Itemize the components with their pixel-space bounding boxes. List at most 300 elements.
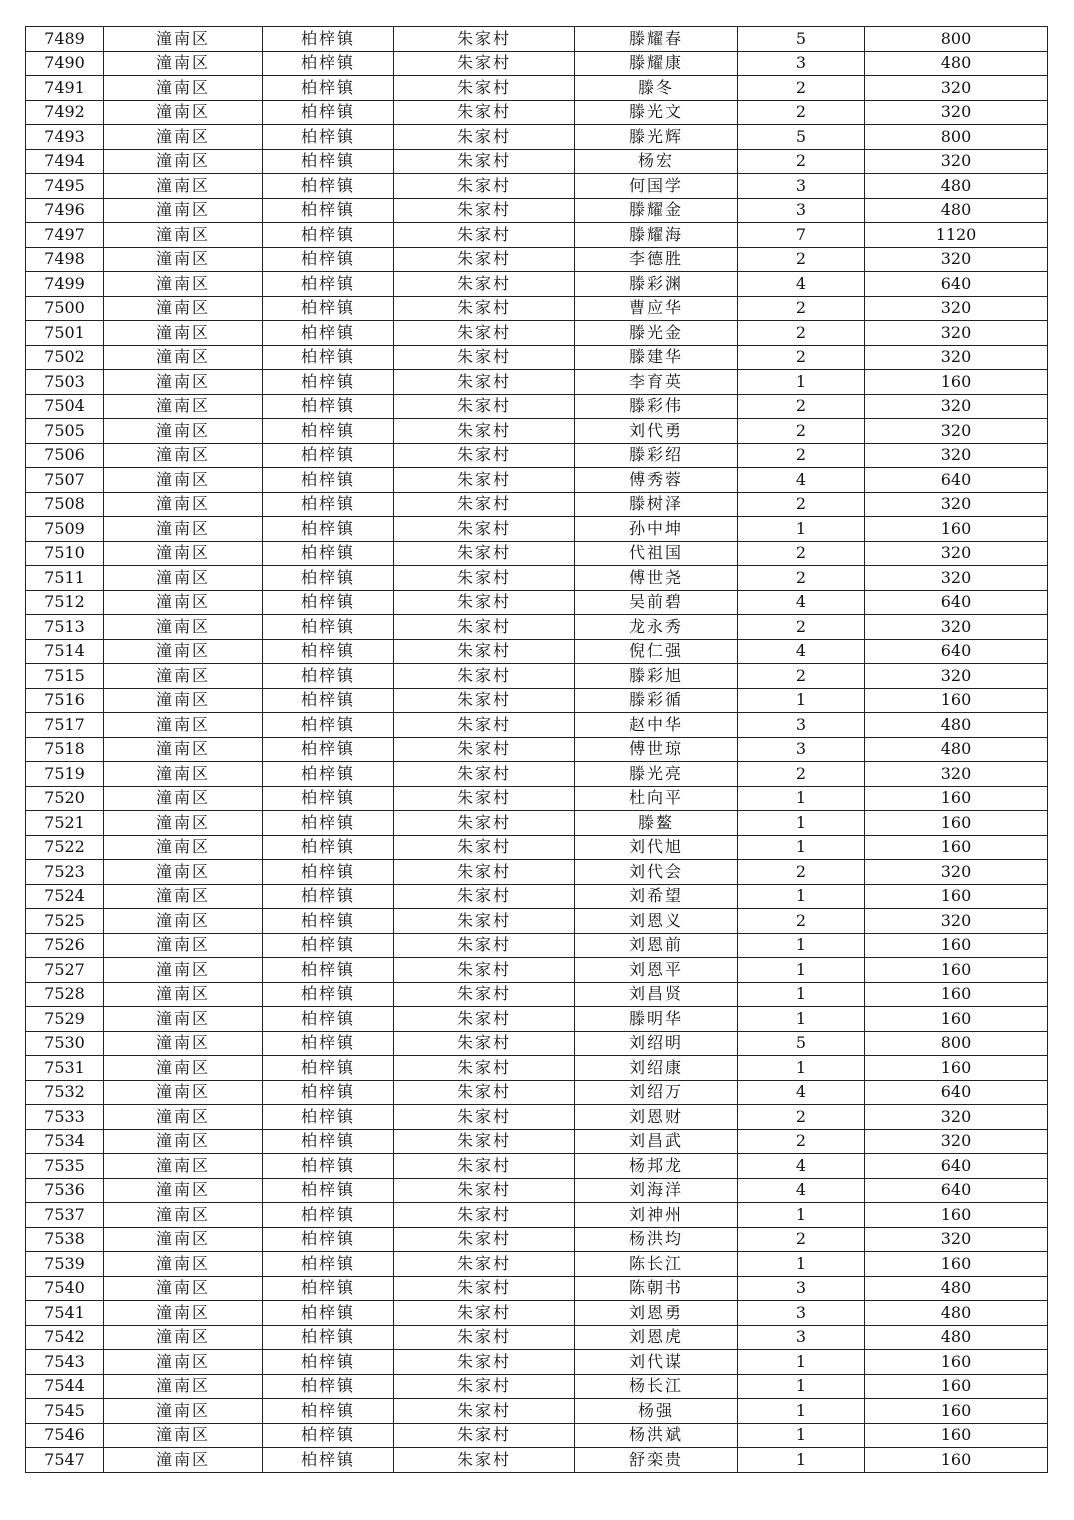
household-size-cell: 1 (738, 1350, 865, 1375)
village-cell: 朱家村 (394, 517, 575, 542)
village-cell: 朱家村 (394, 394, 575, 419)
village-cell: 朱家村 (394, 100, 575, 125)
table-row (26, 884, 1048, 909)
name-cell: 杨强 (575, 1399, 738, 1424)
name-cell: 杨长江 (575, 1374, 738, 1399)
name-cell: 刘神州 (575, 1203, 738, 1228)
serial-number-cell: 7491 (26, 76, 104, 101)
district-cell: 潼南区 (104, 639, 263, 664)
serial-number-cell: 7517 (26, 713, 104, 738)
name-cell: 滕冬 (575, 76, 738, 101)
table-row (26, 664, 1048, 689)
district-cell: 潼南区 (104, 566, 263, 591)
amount-cell: 640 (865, 1154, 1048, 1179)
household-size-cell: 1 (738, 1203, 865, 1228)
village-cell: 朱家村 (394, 1276, 575, 1301)
household-size-cell: 1 (738, 1399, 865, 1424)
village-cell: 朱家村 (394, 1423, 575, 1448)
amount-cell: 160 (865, 1448, 1048, 1473)
household-size-cell: 1 (738, 517, 865, 542)
town-cell: 柏梓镇 (263, 811, 394, 836)
table-row (26, 835, 1048, 860)
district-cell: 潼南区 (104, 345, 263, 370)
village-cell: 朱家村 (394, 1105, 575, 1130)
name-cell: 刘海洋 (575, 1178, 738, 1203)
name-cell: 滕耀春 (575, 27, 738, 52)
amount-cell: 1120 (865, 223, 1048, 248)
amount-cell: 160 (865, 1203, 1048, 1228)
household-size-cell: 1 (738, 370, 865, 395)
serial-number-cell: 7506 (26, 443, 104, 468)
household-size-cell: 2 (738, 762, 865, 787)
household-size-cell: 1 (738, 1252, 865, 1277)
village-cell: 朱家村 (394, 1203, 575, 1228)
name-cell: 滕彩绍 (575, 443, 738, 468)
amount-cell: 320 (865, 1129, 1048, 1154)
table-row (26, 394, 1048, 419)
household-size-cell: 2 (738, 541, 865, 566)
table-row (26, 125, 1048, 150)
name-cell: 刘恩前 (575, 933, 738, 958)
district-cell: 潼南区 (104, 1105, 263, 1130)
district-cell: 潼南区 (104, 1056, 263, 1081)
household-size-cell: 1 (738, 1423, 865, 1448)
district-cell: 潼南区 (104, 1276, 263, 1301)
household-size-cell: 5 (738, 125, 865, 150)
village-cell: 朱家村 (394, 835, 575, 860)
amount-cell: 640 (865, 590, 1048, 615)
district-cell: 潼南区 (104, 1448, 263, 1473)
town-cell: 柏梓镇 (263, 100, 394, 125)
town-cell: 柏梓镇 (263, 468, 394, 493)
town-cell: 柏梓镇 (263, 443, 394, 468)
town-cell: 柏梓镇 (263, 1423, 394, 1448)
town-cell: 柏梓镇 (263, 713, 394, 738)
household-size-cell: 2 (738, 1227, 865, 1252)
amount-cell: 320 (865, 566, 1048, 591)
district-cell: 潼南区 (104, 370, 263, 395)
district-cell: 潼南区 (104, 786, 263, 811)
name-cell: 赵中华 (575, 713, 738, 738)
village-cell: 朱家村 (394, 321, 575, 346)
amount-cell: 480 (865, 1276, 1048, 1301)
village-cell: 朱家村 (394, 198, 575, 223)
table-row (26, 1448, 1048, 1473)
district-cell: 潼南区 (104, 1154, 263, 1179)
household-size-cell: 2 (738, 296, 865, 321)
name-cell: 刘绍康 (575, 1056, 738, 1081)
name-cell: 滕建华 (575, 345, 738, 370)
household-size-cell: 1 (738, 1448, 865, 1473)
amount-cell: 320 (865, 149, 1048, 174)
village-cell: 朱家村 (394, 541, 575, 566)
table-row (26, 982, 1048, 1007)
town-cell: 柏梓镇 (263, 1007, 394, 1032)
name-cell: 刘代会 (575, 860, 738, 885)
amount-cell: 320 (865, 615, 1048, 640)
table-row (26, 688, 1048, 713)
amount-cell: 160 (865, 1007, 1048, 1032)
town-cell: 柏梓镇 (263, 1203, 394, 1228)
amount-cell: 160 (865, 958, 1048, 983)
district-cell: 潼南区 (104, 198, 263, 223)
district-cell: 潼南区 (104, 1374, 263, 1399)
town-cell: 柏梓镇 (263, 1399, 394, 1424)
district-cell: 潼南区 (104, 174, 263, 199)
household-size-cell: 2 (738, 1105, 865, 1130)
table-row (26, 639, 1048, 664)
table-row (26, 1178, 1048, 1203)
amount-cell: 480 (865, 174, 1048, 199)
town-cell: 柏梓镇 (263, 419, 394, 444)
village-cell: 朱家村 (394, 566, 575, 591)
town-cell: 柏梓镇 (263, 1056, 394, 1081)
village-cell: 朱家村 (394, 688, 575, 713)
table-row (26, 419, 1048, 444)
serial-number-cell: 7545 (26, 1399, 104, 1424)
table-row (26, 76, 1048, 101)
amount-cell: 320 (865, 909, 1048, 934)
village-cell: 朱家村 (394, 909, 575, 934)
amount-cell: 160 (865, 1252, 1048, 1277)
town-cell: 柏梓镇 (263, 909, 394, 934)
district-cell: 潼南区 (104, 223, 263, 248)
district-cell: 潼南区 (104, 1203, 263, 1228)
table-row (26, 1399, 1048, 1424)
village-cell: 朱家村 (394, 247, 575, 272)
town-cell: 柏梓镇 (263, 1448, 394, 1473)
household-size-cell: 4 (738, 272, 865, 297)
serial-number-cell: 7539 (26, 1252, 104, 1277)
village-cell: 朱家村 (394, 1399, 575, 1424)
name-cell: 傅世尧 (575, 566, 738, 591)
table-row (26, 443, 1048, 468)
serial-number-cell: 7508 (26, 492, 104, 517)
town-cell: 柏梓镇 (263, 1227, 394, 1252)
district-cell: 潼南区 (104, 492, 263, 517)
household-size-cell: 7 (738, 223, 865, 248)
village-cell: 朱家村 (394, 223, 575, 248)
household-size-cell: 2 (738, 394, 865, 419)
household-size-cell: 1 (738, 958, 865, 983)
amount-cell: 320 (865, 321, 1048, 346)
district-cell: 潼南区 (104, 982, 263, 1007)
serial-number-cell: 7504 (26, 394, 104, 419)
name-cell: 滕耀海 (575, 223, 738, 248)
amount-cell: 800 (865, 27, 1048, 52)
name-cell: 刘绍明 (575, 1031, 738, 1056)
amount-cell: 320 (865, 860, 1048, 885)
village-cell: 朱家村 (394, 296, 575, 321)
amount-cell: 320 (865, 296, 1048, 321)
serial-number-cell: 7502 (26, 345, 104, 370)
table-row (26, 272, 1048, 297)
table-row (26, 174, 1048, 199)
serial-number-cell: 7543 (26, 1350, 104, 1375)
table-row (26, 909, 1048, 934)
district-cell: 潼南区 (104, 590, 263, 615)
table-row (26, 1227, 1048, 1252)
town-cell: 柏梓镇 (263, 174, 394, 199)
amount-cell: 160 (865, 982, 1048, 1007)
household-size-cell: 2 (738, 345, 865, 370)
village-cell: 朱家村 (394, 76, 575, 101)
village-cell: 朱家村 (394, 51, 575, 76)
serial-number-cell: 7494 (26, 149, 104, 174)
name-cell: 滕彩渊 (575, 272, 738, 297)
name-cell: 刘代谋 (575, 1350, 738, 1375)
village-cell: 朱家村 (394, 1154, 575, 1179)
amount-cell: 160 (865, 811, 1048, 836)
name-cell: 李育英 (575, 370, 738, 395)
district-cell: 潼南区 (104, 517, 263, 542)
serial-number-cell: 7514 (26, 639, 104, 664)
town-cell: 柏梓镇 (263, 737, 394, 762)
name-cell: 杨宏 (575, 149, 738, 174)
household-size-cell: 5 (738, 27, 865, 52)
serial-number-cell: 7534 (26, 1129, 104, 1154)
table-row (26, 198, 1048, 223)
village-cell: 朱家村 (394, 1350, 575, 1375)
amount-cell: 160 (865, 1374, 1048, 1399)
name-cell: 李德胜 (575, 247, 738, 272)
household-size-cell: 3 (738, 174, 865, 199)
table-row (26, 1007, 1048, 1032)
village-cell: 朱家村 (394, 149, 575, 174)
household-size-cell: 3 (738, 737, 865, 762)
serial-number-cell: 7518 (26, 737, 104, 762)
serial-number-cell: 7497 (26, 223, 104, 248)
village-cell: 朱家村 (394, 664, 575, 689)
town-cell: 柏梓镇 (263, 1031, 394, 1056)
district-cell: 潼南区 (104, 1325, 263, 1350)
serial-number-cell: 7542 (26, 1325, 104, 1350)
serial-number-cell: 7524 (26, 884, 104, 909)
serial-number-cell: 7511 (26, 566, 104, 591)
household-size-cell: 2 (738, 664, 865, 689)
name-cell: 孙中坤 (575, 517, 738, 542)
serial-number-cell: 7536 (26, 1178, 104, 1203)
serial-number-cell: 7544 (26, 1374, 104, 1399)
serial-number-cell: 7510 (26, 541, 104, 566)
household-size-cell: 5 (738, 1031, 865, 1056)
town-cell: 柏梓镇 (263, 982, 394, 1007)
serial-number-cell: 7530 (26, 1031, 104, 1056)
table-row (26, 566, 1048, 591)
serial-number-cell: 7529 (26, 1007, 104, 1032)
town-cell: 柏梓镇 (263, 786, 394, 811)
district-cell: 潼南区 (104, 1007, 263, 1032)
amount-cell: 160 (865, 786, 1048, 811)
name-cell: 刘代勇 (575, 419, 738, 444)
table-row (26, 1252, 1048, 1277)
town-cell: 柏梓镇 (263, 1301, 394, 1326)
name-cell: 刘恩义 (575, 909, 738, 934)
village-cell: 朱家村 (394, 1448, 575, 1473)
town-cell: 柏梓镇 (263, 1325, 394, 1350)
name-cell: 刘昌武 (575, 1129, 738, 1154)
district-cell: 潼南区 (104, 272, 263, 297)
district-cell: 潼南区 (104, 737, 263, 762)
name-cell: 滕明华 (575, 1007, 738, 1032)
town-cell: 柏梓镇 (263, 933, 394, 958)
table-row (26, 1129, 1048, 1154)
village-cell: 朱家村 (394, 492, 575, 517)
name-cell: 刘恩勇 (575, 1301, 738, 1326)
town-cell: 柏梓镇 (263, 272, 394, 297)
name-cell: 刘希望 (575, 884, 738, 909)
village-cell: 朱家村 (394, 1129, 575, 1154)
serial-number-cell: 7492 (26, 100, 104, 125)
amount-cell: 320 (865, 419, 1048, 444)
table-row (26, 517, 1048, 542)
district-cell: 潼南区 (104, 688, 263, 713)
name-cell: 滕耀康 (575, 51, 738, 76)
village-cell: 朱家村 (394, 1252, 575, 1277)
district-cell: 潼南区 (104, 1129, 263, 1154)
amount-cell: 640 (865, 468, 1048, 493)
village-cell: 朱家村 (394, 590, 575, 615)
name-cell: 刘恩平 (575, 958, 738, 983)
amount-cell: 320 (865, 76, 1048, 101)
serial-number-cell: 7519 (26, 762, 104, 787)
name-cell: 杨洪斌 (575, 1423, 738, 1448)
village-cell: 朱家村 (394, 1227, 575, 1252)
serial-number-cell: 7516 (26, 688, 104, 713)
name-cell: 代祖国 (575, 541, 738, 566)
household-size-cell: 2 (738, 100, 865, 125)
name-cell: 杜向平 (575, 786, 738, 811)
district-cell: 潼南区 (104, 835, 263, 860)
district-cell: 潼南区 (104, 615, 263, 640)
town-cell: 柏梓镇 (263, 27, 394, 52)
household-size-cell: 3 (738, 1301, 865, 1326)
household-size-cell: 2 (738, 443, 865, 468)
village-cell: 朱家村 (394, 1056, 575, 1081)
household-size-cell: 3 (738, 1325, 865, 1350)
name-cell: 滕耀金 (575, 198, 738, 223)
household-size-cell: 2 (738, 566, 865, 591)
town-cell: 柏梓镇 (263, 1252, 394, 1277)
district-cell: 潼南区 (104, 394, 263, 419)
village-cell: 朱家村 (394, 370, 575, 395)
amount-cell: 160 (865, 1350, 1048, 1375)
serial-number-cell: 7505 (26, 419, 104, 444)
serial-number-cell: 7525 (26, 909, 104, 934)
village-cell: 朱家村 (394, 958, 575, 983)
village-cell: 朱家村 (394, 615, 575, 640)
serial-number-cell: 7515 (26, 664, 104, 689)
household-size-cell: 2 (738, 149, 865, 174)
amount-cell: 640 (865, 272, 1048, 297)
district-cell: 潼南区 (104, 884, 263, 909)
table-row (26, 713, 1048, 738)
serial-number-cell: 7538 (26, 1227, 104, 1252)
table-row (26, 1276, 1048, 1301)
town-cell: 柏梓镇 (263, 321, 394, 346)
serial-number-cell: 7501 (26, 321, 104, 346)
name-cell: 滕光亮 (575, 762, 738, 787)
household-size-cell: 4 (738, 590, 865, 615)
amount-cell: 320 (865, 1227, 1048, 1252)
amount-cell: 480 (865, 198, 1048, 223)
village-cell: 朱家村 (394, 811, 575, 836)
village-cell: 朱家村 (394, 786, 575, 811)
town-cell: 柏梓镇 (263, 1276, 394, 1301)
village-cell: 朱家村 (394, 125, 575, 150)
serial-number-cell: 7512 (26, 590, 104, 615)
household-size-cell: 1 (738, 786, 865, 811)
name-cell: 杨邦龙 (575, 1154, 738, 1179)
town-cell: 柏梓镇 (263, 590, 394, 615)
amount-cell: 320 (865, 394, 1048, 419)
serial-number-cell: 7541 (26, 1301, 104, 1326)
town-cell: 柏梓镇 (263, 345, 394, 370)
table-row (26, 296, 1048, 321)
district-cell: 潼南区 (104, 247, 263, 272)
household-size-cell: 2 (738, 909, 865, 934)
household-size-cell: 1 (738, 933, 865, 958)
village-cell: 朱家村 (394, 443, 575, 468)
name-cell: 何国学 (575, 174, 738, 199)
town-cell: 柏梓镇 (263, 958, 394, 983)
town-cell: 柏梓镇 (263, 51, 394, 76)
table-row (26, 149, 1048, 174)
household-size-cell: 2 (738, 247, 865, 272)
district-cell: 潼南区 (104, 958, 263, 983)
table-row (26, 541, 1048, 566)
amount-cell: 320 (865, 541, 1048, 566)
amount-cell: 480 (865, 51, 1048, 76)
name-cell: 吴前碧 (575, 590, 738, 615)
amount-cell: 320 (865, 345, 1048, 370)
amount-cell: 160 (865, 1423, 1048, 1448)
village-cell: 朱家村 (394, 468, 575, 493)
household-size-cell: 3 (738, 51, 865, 76)
district-cell: 潼南区 (104, 1423, 263, 1448)
village-cell: 朱家村 (394, 1374, 575, 1399)
amount-cell: 640 (865, 1178, 1048, 1203)
town-cell: 柏梓镇 (263, 517, 394, 542)
serial-number-cell: 7500 (26, 296, 104, 321)
village-cell: 朱家村 (394, 713, 575, 738)
town-cell: 柏梓镇 (263, 492, 394, 517)
town-cell: 柏梓镇 (263, 76, 394, 101)
district-cell: 潼南区 (104, 1350, 263, 1375)
table-row (26, 345, 1048, 370)
serial-number-cell: 7523 (26, 860, 104, 885)
name-cell: 滕光文 (575, 100, 738, 125)
village-cell: 朱家村 (394, 1031, 575, 1056)
village-cell: 朱家村 (394, 272, 575, 297)
amount-cell: 800 (865, 1031, 1048, 1056)
town-cell: 柏梓镇 (263, 1154, 394, 1179)
name-cell: 滕树泽 (575, 492, 738, 517)
household-size-cell: 1 (738, 688, 865, 713)
serial-number-cell: 7499 (26, 272, 104, 297)
amount-cell: 320 (865, 664, 1048, 689)
town-cell: 柏梓镇 (263, 884, 394, 909)
table-row (26, 247, 1048, 272)
town-cell: 柏梓镇 (263, 394, 394, 419)
name-cell: 舒栾贵 (575, 1448, 738, 1473)
village-cell: 朱家村 (394, 860, 575, 885)
town-cell: 柏梓镇 (263, 223, 394, 248)
name-cell: 刘代旭 (575, 835, 738, 860)
amount-cell: 480 (865, 713, 1048, 738)
amount-cell: 480 (865, 1325, 1048, 1350)
village-cell: 朱家村 (394, 737, 575, 762)
